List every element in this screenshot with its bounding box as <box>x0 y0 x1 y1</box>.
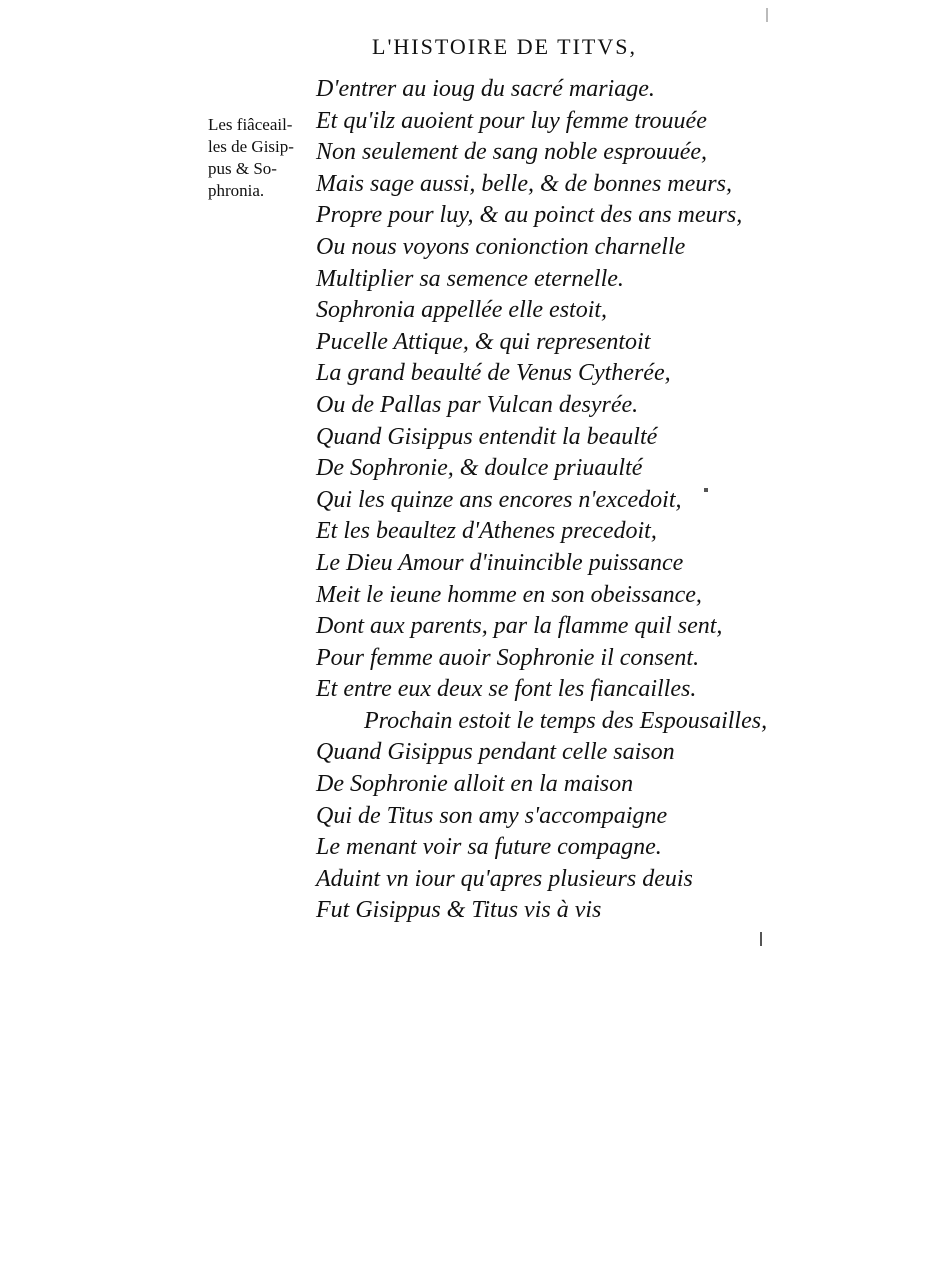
margin-note-line: Les fiâceail- <box>208 115 293 134</box>
verse-line: Qui les quinze ans encores n'excedoit, <box>316 486 682 513</box>
verse-line: Pour femme auoir Sophronie il consent. <box>316 644 700 671</box>
margin-note-line: les de Gisip- <box>208 137 294 156</box>
verse-line: Dont aux parents, par la flamme quil sent, <box>316 613 723 640</box>
verse-line: La grand beaulté de Venus Cytherée, <box>316 360 671 387</box>
margin-note-line: pus & So- <box>208 159 277 178</box>
verse-line: Multiplier sa semence eternelle. <box>316 265 624 292</box>
verse-line: Et les beaultez d'Athenes precedoit, <box>316 518 657 545</box>
verse-line: Pucelle Attique, & qui representoit <box>316 328 651 355</box>
verse-block <box>316 74 768 927</box>
verse-line: Aduint vn iour qu'apres plusieurs deuis <box>316 865 693 892</box>
verse-line: Et entre eux deux se font les fiancailles. <box>316 676 697 703</box>
verse-line: Quand Gisippus entendit la beaulté <box>316 423 658 450</box>
verse-line: Propre pour luy, & au poinct des ans meurs, <box>316 202 743 229</box>
verse-line: Meit le ieune homme en son obeissance, <box>316 581 702 608</box>
verse-line: De Sophronie, & doulce priuaulté <box>316 455 643 482</box>
verse-line: Et qu'ilz auoient pour luy femme trouuée <box>316 107 707 134</box>
verse-line: Mais sage aussi, belle, & de bonnes meurs, <box>316 170 732 197</box>
verse-line: Qui de Titus son amy s'accompaigne <box>316 802 668 829</box>
verse-line: Non seulement de sang noble esprouuée, <box>316 139 708 166</box>
verse-line: Quand Gisippus pendant celle saison <box>316 739 675 766</box>
verse-line: Ou nous voyons conionction charnelle <box>316 233 686 260</box>
scan-mark <box>704 488 708 492</box>
running-head: L'HISTOIRE DE TITVS, <box>372 34 637 59</box>
verse-line: Sophronia appellée elle estoit, <box>316 297 608 324</box>
verse-line: D'entrer au ioug du sacré mariage. <box>316 76 655 102</box>
verse-line: Le menant voir sa future compagne. <box>316 834 662 861</box>
scan-mark <box>766 8 768 22</box>
scan-mark <box>760 932 762 946</box>
verse-line: De Sophronie alloit en la maison <box>316 771 634 798</box>
verse-line: Ou de Pallas par Vulcan desyrée. <box>316 391 639 418</box>
verse-line-indented: Prochain estoit le temps des Espousailles, <box>364 707 768 734</box>
verse-line: Fut Gisippus & Titus vis à vis <box>316 897 602 924</box>
margin-note-line: phronia. <box>208 181 265 200</box>
margin-note <box>208 114 308 202</box>
verse-line: Le Dieu Amour d'inuincible puissance <box>316 549 684 576</box>
